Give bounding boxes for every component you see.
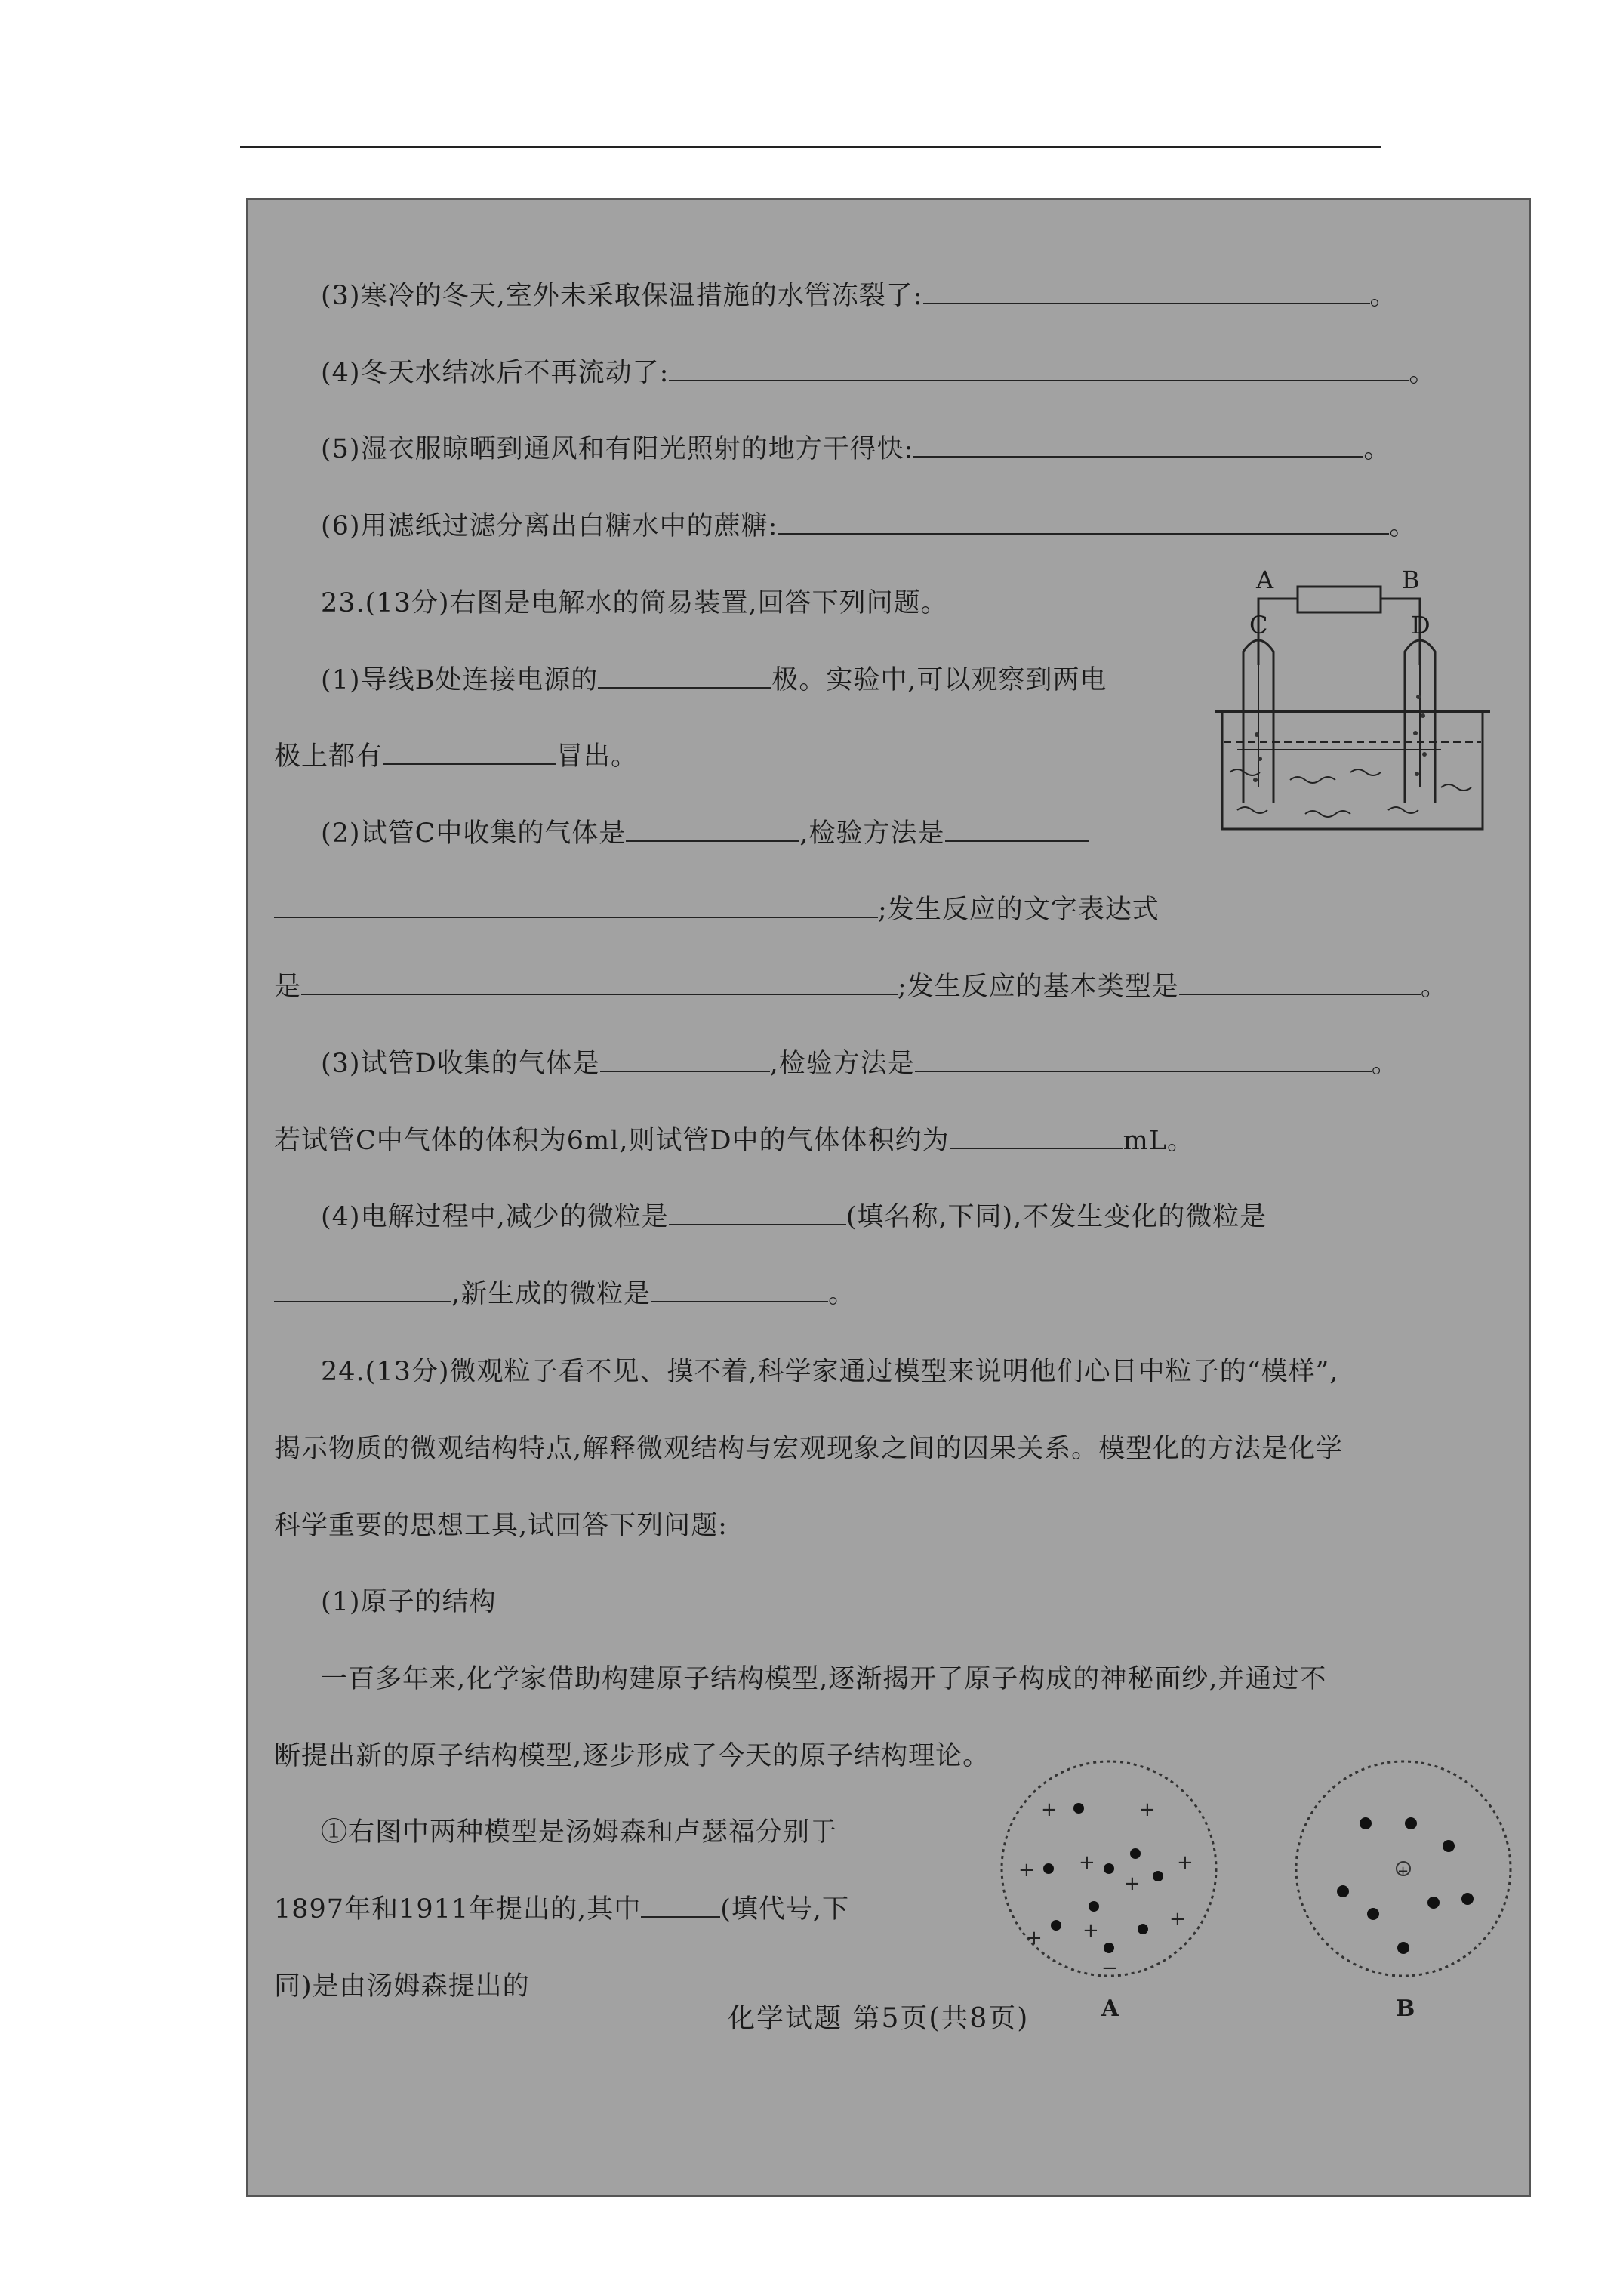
svg-text:+: + [1018, 1859, 1035, 1881]
atom-model-a-figure [996, 1755, 1222, 1982]
q24-paragraph-2: 断提出新的原子结构模型,逐步形成了今天的原子结构理论。 [274, 1741, 990, 1771]
header-rule [240, 146, 1381, 148]
atom-model-b-label: B [1396, 1996, 1415, 2022]
svg-text:+: + [1041, 1798, 1058, 1821]
answer-blank[interactable] [669, 357, 1409, 381]
q24-paragraph-1: 一百多年来,化学家借助构建原子结构模型,逐渐揭开了原子构成的神秘面纱,并通过不 [321, 1664, 1327, 1694]
q24-line-2: 揭示物质的微观结构特点,解释微观结构与宏观现象之间的因果关系。模型化的方法是化学 [274, 1434, 1344, 1464]
svg-text:−: − [1101, 1957, 1118, 1980]
svg-text:+: + [1169, 1908, 1186, 1931]
svg-text:+: + [1397, 1863, 1409, 1879]
q23-part-1: (1)导线B处连接电源的 极。实验中,可以观察到两电 [321, 665, 1107, 695]
answer-blank[interactable] [651, 1278, 828, 1302]
label-c: C [1249, 611, 1268, 639]
answer-blank[interactable] [598, 664, 771, 689]
q23-part-3: (3)试管D收集的气体是 ,检验方法是 。 [321, 1049, 1399, 1079]
q24-circle-1: ①右图中两种模型是汤姆森和卢瑟福分别于 [321, 1817, 838, 1848]
answer-blank[interactable] [383, 741, 556, 765]
label-a: A [1256, 566, 1274, 594]
q22-item-3: (3)寒冷的冬天,室外未采取保温措施的水管冻裂了: 。 [321, 281, 1397, 311]
atom-model-b-figure [1290, 1755, 1517, 1982]
q23-part-4-cont: ,新生成的微粒是 。 [274, 1276, 855, 1312]
q24-title: 24.(13分)微观粒子看不见、摸不着,科学家通过模型来说明他们心目中粒子的“模样”, [321, 1357, 1339, 1387]
answer-blank[interactable] [778, 510, 1389, 535]
q22-item-6: (6)用滤纸过滤分离出白糖水中的蔗糖: 。 [321, 511, 1417, 541]
q23-title: 23.(13分)右图是电解水的简易装置,回答下列问题。 [321, 588, 948, 618]
svg-text:+: + [1177, 1851, 1193, 1874]
answer-blank[interactable] [923, 280, 1370, 304]
answer-blank[interactable] [600, 1048, 770, 1072]
q24-circle-1-cont: 1897年和1911年提出的,其中 (填代号,下 [274, 1894, 850, 1925]
answer-blank[interactable] [669, 1201, 846, 1225]
svg-text:+: + [1083, 1919, 1099, 1942]
q23-part-1-cont: 极上都有 冒出。 [274, 741, 639, 772]
atom-model-a-label: A [1101, 1996, 1119, 2022]
svg-text:+: + [1124, 1872, 1141, 1895]
q24-part-1: (1)原子的结构 [321, 1587, 497, 1617]
answer-blank[interactable] [301, 971, 898, 995]
answer-blank[interactable] [274, 1278, 451, 1302]
answer-blank[interactable] [1179, 971, 1421, 995]
q22-item-4: (4)冬天水结冰后不再流动了: 。 [321, 358, 1437, 388]
answer-blank[interactable] [641, 1894, 720, 1918]
q23-part-2-cont: ;发生反应的文字表达式 [274, 892, 1160, 928]
scanned-page [246, 198, 1531, 2197]
page-footer: 化学试题 第5页(共8页) [728, 2003, 1030, 2034]
answer-blank[interactable] [950, 1125, 1123, 1149]
q24-circle-1-cont2: 同)是由汤姆森提出的 [274, 1971, 530, 2002]
q23-part-2-cont2: 是 ;发生反应的基本类型是 。 [274, 972, 1448, 1002]
svg-text:+: + [1139, 1798, 1156, 1821]
q24-line-3: 科学重要的思想工具,试回答下列问题: [274, 1511, 728, 1541]
answer-blank[interactable] [626, 818, 799, 842]
answer-blank[interactable] [274, 894, 878, 918]
electrolysis-apparatus-figure [1215, 561, 1501, 848]
svg-text:+: + [1026, 1927, 1042, 1949]
answer-blank[interactable] [945, 818, 1089, 842]
q23-part-4: (4)电解过程中,减少的微粒是 (填名称,下同),不发生变化的微粒是 [321, 1202, 1267, 1232]
label-b: B [1402, 566, 1420, 594]
answer-blank[interactable] [915, 1048, 1372, 1072]
label-d: D [1411, 611, 1431, 639]
q23-part-2: (2)试管C中收集的气体是 ,检验方法是 [321, 815, 1089, 852]
svg-text:+: + [1079, 1851, 1095, 1874]
answer-blank[interactable] [913, 433, 1363, 458]
q23-part-3-cont: 若试管C中气体的体积为6ml,则试管D中的气体体积约为 mL。 [274, 1126, 1195, 1156]
q22-item-5: (5)湿衣服晾晒到通风和有阳光照射的地方干得快: 。 [321, 434, 1391, 464]
